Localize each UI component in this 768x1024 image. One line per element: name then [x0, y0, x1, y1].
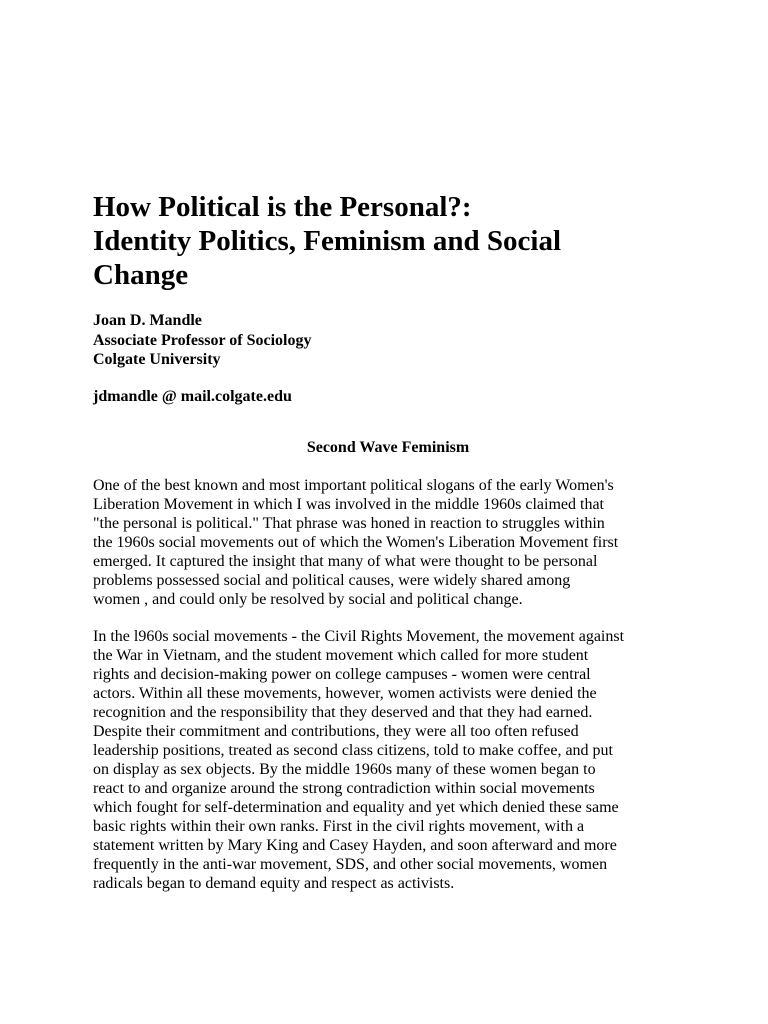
paragraph	[93, 627, 683, 893]
paragraph-line: which fought for self-determination and equality and yet which denied these same	[93, 798, 619, 816]
paragraph-line: women , and could only be resolved by social and political change.	[93, 590, 523, 608]
title-line: Change	[93, 259, 189, 291]
document-title	[93, 190, 683, 292]
paragraph	[93, 476, 683, 609]
document-page	[93, 190, 683, 893]
author-email: jdmandle @ mail.colgate.edu	[93, 387, 292, 405]
paragraph-line: basic rights within their own ranks. First in the civil rights movement, with a	[93, 817, 585, 835]
paragraph-line: react to and organize around the strong contradiction within social movements	[93, 779, 595, 797]
title-line: How Political is the Personal?:	[93, 191, 472, 223]
paragraph-line: problems possessed social and political causes, were widely shared among	[93, 571, 571, 589]
paragraph-line: actors. Within all these movements, however, women activists were denied the	[93, 684, 597, 702]
author-block	[93, 311, 683, 370]
paragraph-line: "the personal is political." That phrase was honed in reaction to struggles within	[93, 514, 605, 532]
paragraph-line: leadership positions, treated as second class citizens, told to make coffee, and put	[93, 741, 613, 759]
paragraph-line: Liberation Movement in which I was involved in the middle 1960s claimed that	[93, 495, 604, 513]
author-position: Associate Professor of Sociology	[93, 331, 312, 349]
paragraph-line: radicals began to demand equity and respect as activists.	[93, 874, 455, 892]
paragraph-line: emerged. It captured the insight that many of what were thought to be personal	[93, 552, 598, 570]
paragraph-line: Despite their commitment and contributions, they were all too often refused	[93, 722, 579, 740]
author-name: Joan D. Mandle	[93, 312, 202, 329]
paragraph-line: recognition and the responsibility that they deserved and that they had earned.	[93, 703, 593, 721]
paragraph-line: the War in Vietnam, and the student movement which called for more student	[93, 646, 589, 664]
title-line: Identity Politics, Feminism and Social	[93, 225, 562, 257]
paragraph-line: In the l960s social movements - the Civil Rights Movement, the movement against	[93, 627, 625, 645]
paragraph-line: rights and decision-making power on college campuses - women were central	[93, 665, 591, 683]
author-institution: Colgate University	[93, 351, 221, 368]
paragraph-line: the 1960s social movements out of which the Women's Liberation Movement first	[93, 533, 619, 551]
paragraph-line: statement written by Mary King and Casey Hayden, and soon afterward and more	[93, 836, 617, 854]
section-heading: Second Wave Feminism	[306, 439, 470, 456]
paragraph-line: One of the best known and most important political slogans of the early Women's	[93, 476, 614, 494]
paragraph-line: frequently in the anti-war movement, SDS, and other social movements, women	[93, 855, 608, 873]
paragraph-line: on display as sex objects. By the middle 1960s many of these women began to	[93, 760, 596, 778]
